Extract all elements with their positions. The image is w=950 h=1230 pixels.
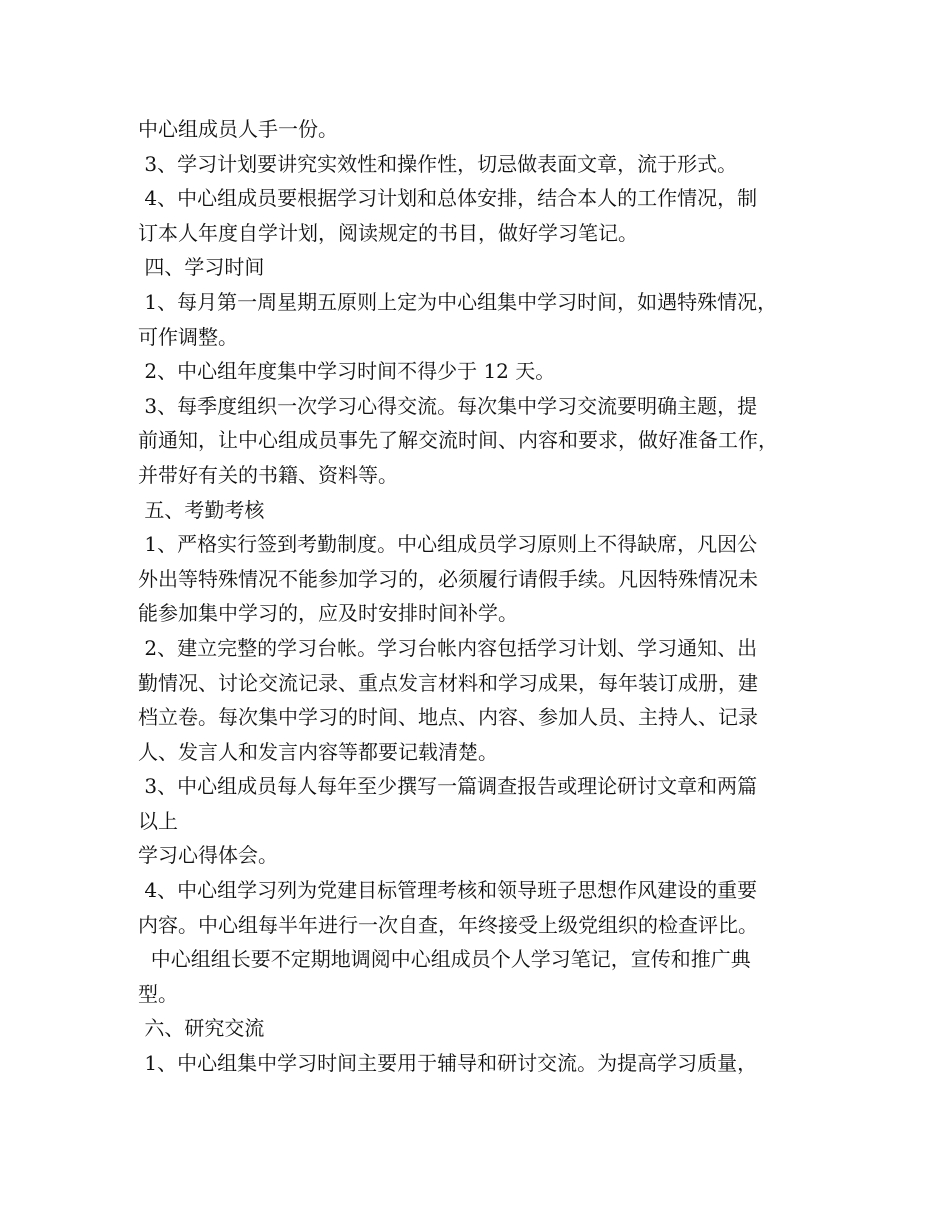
- section-heading: 五、考勤考核: [138, 497, 265, 522]
- section-heading: 四、学习时间: [138, 255, 265, 280]
- text-line: 人、发言人和发言内容等都要记载清楚。: [138, 739, 498, 764]
- text-line: 3、学习计划要讲究实效性和操作性，切忌做表面文章，流于形式。: [138, 151, 738, 176]
- text-line: 外出等特殊情况不能参加学习的，必须履行请假手续。凡因特殊情况未: [138, 566, 758, 591]
- text-line: 并带好有关的书籍、资料等。: [138, 462, 398, 487]
- text-line: 2、中心组年度集中学习时间不得少于 12 天。: [138, 359, 556, 384]
- text-line: 1、中心组集中学习时间主要用于辅导和研讨交流。为提高学习质量，: [138, 1051, 758, 1076]
- text-line: 型。: [138, 981, 178, 1006]
- text-line: 3、中心组成员每人每年至少撰写一篇调查报告或理论研讨文章和两篇: [138, 774, 758, 799]
- text-line: 内容。中心组每半年进行一次自查，年终接受上级党组织的检查评比。: [138, 912, 758, 937]
- text-line: 2、建立完整的学习台帐。学习台帐内容包括学习计划、学习通知、出: [138, 635, 758, 660]
- text-line: 1、每月第一周星期五原则上定为中心组集中学习时间，如遇特殊情况，: [138, 289, 778, 314]
- text-line: 档立卷。每次集中学习的时间、地点、内容、参加人员、主持人、记录: [138, 705, 758, 730]
- text-line: 中心组组长要不定期地调阅中心组成员个人学习笔记，宣传和推广典: [138, 947, 751, 972]
- text-line: 中心组成员人手一份。: [138, 117, 338, 141]
- text-line: 4、中心组成员要根据学习计划和总体安排，结合本人的工作情况，制: [138, 186, 758, 211]
- text-line: 可作调整。: [138, 324, 238, 349]
- text-line: 订本人年度自学计划，阅读规定的书目，做好学习笔记。: [138, 220, 638, 245]
- document-body: [138, 112, 828, 1081]
- text-line: 3、每季度组织一次学习心得交流。每次集中学习交流要明确主题，提: [138, 393, 758, 418]
- text-line: 1、严格实行签到考勤制度。中心组成员学习原则上不得缺席，凡因公: [138, 532, 758, 557]
- text-line: 4、中心组学习列为党建目标管理考核和领导班子思想作风建设的重要: [138, 878, 758, 903]
- text-line: 能参加集中学习的，应及时安排时间补学。: [138, 601, 518, 626]
- text-line: 以上: [138, 808, 178, 833]
- text-line: 前通知，让中心组成员事先了解交流时间、内容和要求，做好准备工作，: [138, 428, 778, 453]
- text-line: 勤情况、讨论交流记录、重点发言材料和学习成果，每年装订成册，建: [138, 670, 758, 695]
- text-line: 学习心得体会。: [138, 843, 278, 868]
- section-heading: 六、研究交流: [138, 1016, 265, 1041]
